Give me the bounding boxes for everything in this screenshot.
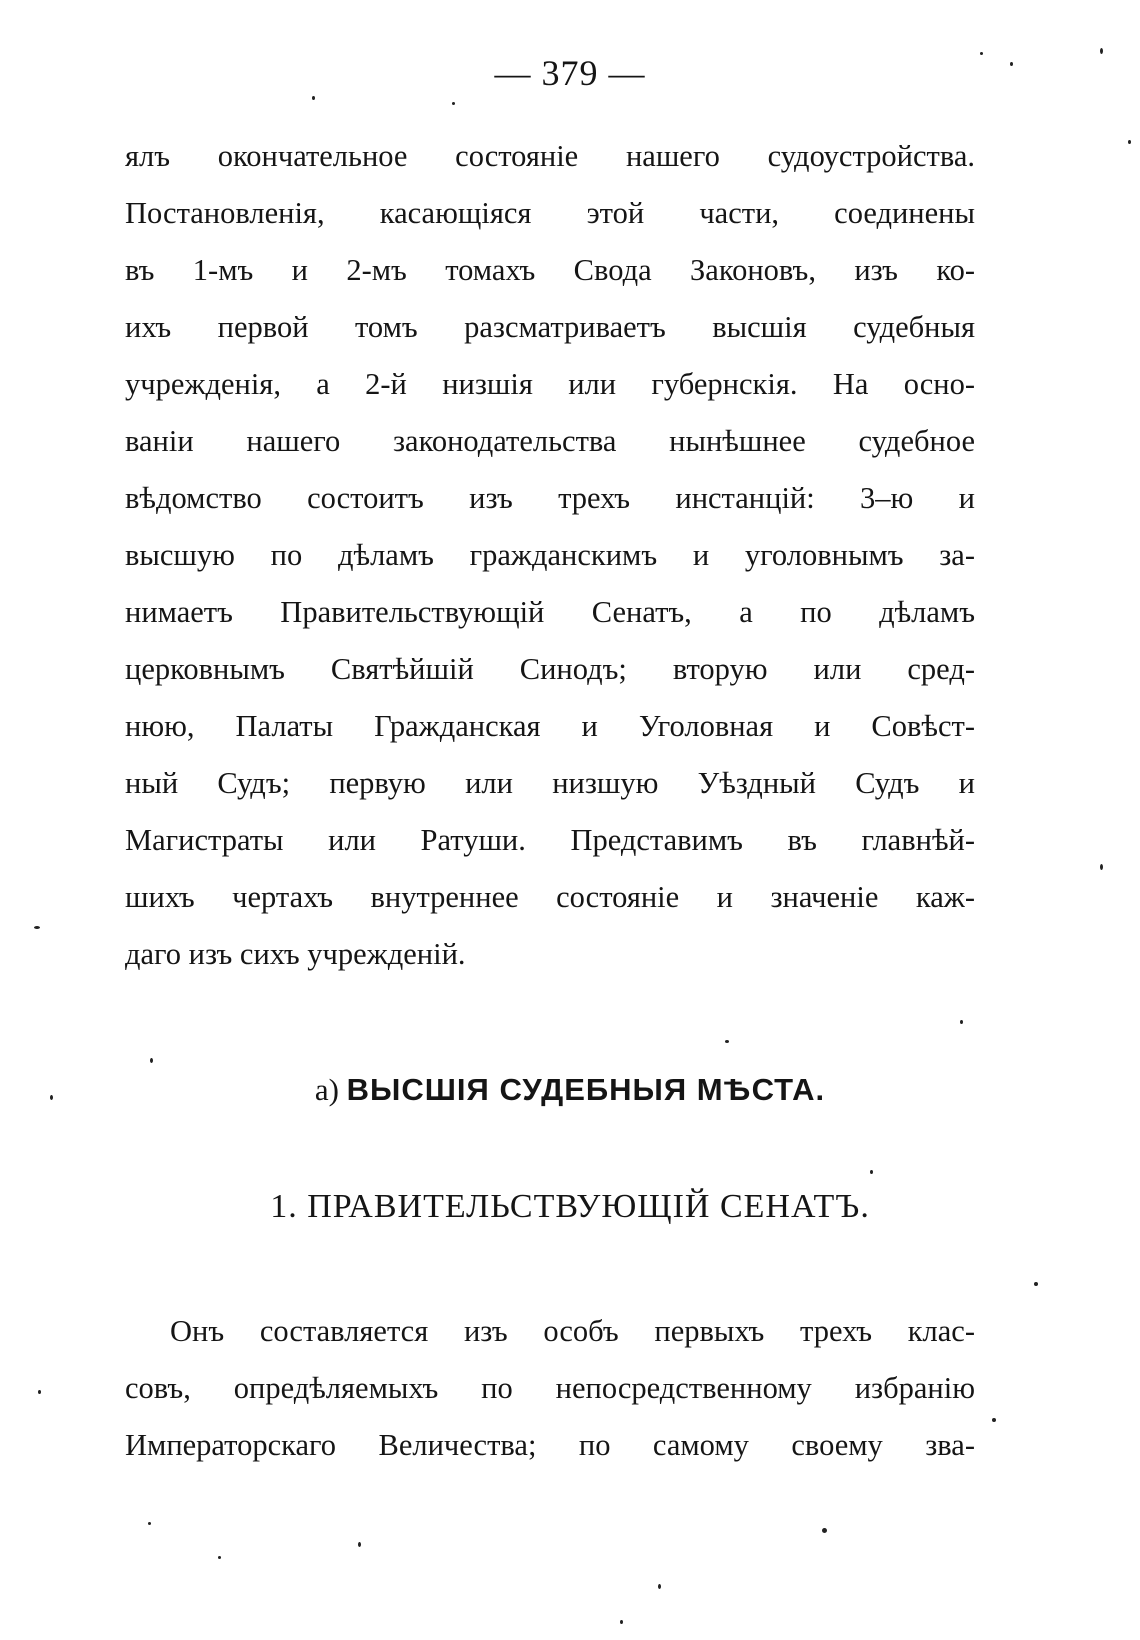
text-line: высшую по дѣламъ гражданскимъ и уголовнымъ за- [125,538,975,572]
text-line: въ 1-мъ и 2-мъ томахъ Свода Законовъ, изъ ко- [125,253,975,287]
section-title: ВЫСШІЯ СУДЕБНЫЯ МѢСТА. [346,1072,826,1107]
paragraph-continued [125,128,975,983]
scan-speck [452,102,455,105]
text-line: церковнымъ Святѣйшій Синодъ; вторую или сред- [125,652,975,686]
text-line: нимаетъ Правительствующій Сенатъ, а по дѣламъ [125,595,975,629]
text-line: учрежденія, а 2-й низшія или губернскія. На осно- [125,367,975,401]
scan-speck [980,52,983,55]
text-line: ялъ окончательное состояніе нашего судоустройства. [125,139,975,173]
paragraph-senate [125,1303,975,1474]
scan-speck [960,1020,963,1024]
text-line: Онъ составляется изъ особъ первыхъ трехъ клас- [170,1314,975,1348]
section-letter: а) [314,1072,339,1107]
scan-speck [1100,48,1103,54]
text-line: Императорскаго Величества; по самому своему зва- [125,1428,975,1462]
scan-speck [1128,140,1131,144]
scan-speck [658,1584,661,1589]
scan-speck [38,1390,41,1394]
section-heading [0,1072,1140,1108]
scan-speck [50,1095,53,1100]
scan-speck [1100,864,1103,870]
scan-speck [218,1556,221,1559]
text-line: нюю, Палаты Гражданская и Уголовная и Совѣст- [125,709,975,743]
text-line: шихъ чертахъ внутреннее состояніе и значеніе каж- [125,880,975,914]
text-line: Магистраты или Ратуши. Представимъ въ главнѣй- [125,823,975,857]
scan-speck [34,926,40,929]
scan-speck [312,96,315,100]
page-number: — 379 — [494,53,646,93]
scan-speck [148,1522,151,1525]
text-line: ный Судъ; первую или низшую Уѣздный Судъ и [125,766,975,800]
scan-speck [822,1528,827,1533]
text-line: даго изъ сихъ учрежденій. [125,937,466,971]
text-line: совъ, опредѣляемыхъ по непосредственному избранію [125,1371,975,1405]
text-line: вѣдомство состоитъ изъ трехъ инстанцій: 3–ю и [125,481,975,515]
scan-speck [150,1058,153,1063]
scan-speck [870,1170,873,1174]
text-line: Постановленія, касающіяся этой части, соединены [125,196,975,230]
text-line: ихъ первой томъ разсматриваетъ высшія судебныя [125,310,975,344]
subsection-heading: 1. ПРАВИТЕЛЬСТВУЮЩІЙ СЕНАТЪ. [270,1188,870,1225]
scan-speck [992,1418,996,1422]
text-line: ваніи нашего законодательства нынѣшнее судебное [125,424,975,458]
scan-speck [1034,1282,1038,1286]
scan-speck [358,1542,361,1547]
scan-speck [620,1620,623,1624]
scan-speck [725,1040,729,1043]
scan-speck [1010,62,1013,66]
